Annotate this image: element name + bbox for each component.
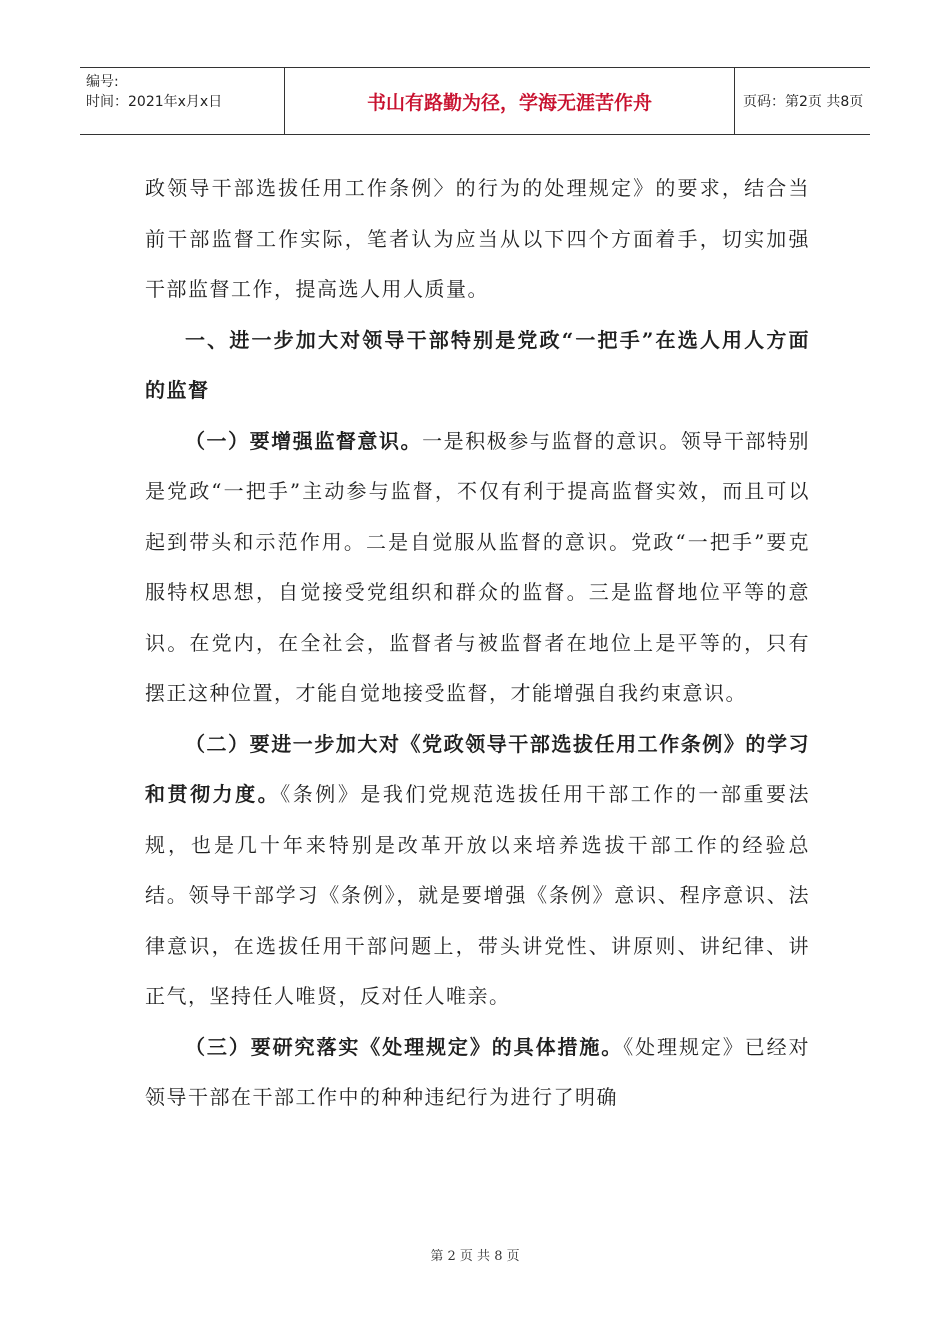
- paragraph-text: 一是积极参与监督的意识。领导干部特别是党政“一把手”主动参与监督，不仅有利于提高监督实效，而且可以起到带头和示范作用。二是自觉服从监督的意识。党政“一把手”要克服特权思想，自觉接受党组织和群众的监督。三是监督地位平等的意识。在党内，在全社会，监督者与被监督者在地位上是平等的，只有摆正这种位置，才能自觉地接受监督，才能增强自我约束意识。: [145, 428, 811, 705]
- header-meta-cell: [80, 68, 285, 134]
- section-heading-1: 一、进一步加大对领导干部特别是党政“一把手”在选人用人方面的监督: [145, 327, 810, 402]
- paragraph-text: 《处理规定》已经对领导干部在干部工作中的种种违纪行为进行了明确: [145, 1034, 811, 1109]
- header-motto: 书山有路勤为径，学海无涯苦作舟: [285, 68, 735, 134]
- page-footer: 第 2 页 共 8 页: [430, 1249, 520, 1264]
- paragraph-lead: （一）要增强监督意识。: [185, 428, 423, 453]
- serial-number-label: 编号:: [86, 74, 119, 90]
- paragraph-supervision-awareness: [145, 416, 810, 719]
- header-page-info: 页码：第2页 共8页: [743, 94, 864, 110]
- document-body: [145, 163, 810, 1123]
- paragraph-handling-rules: [145, 1022, 810, 1123]
- paragraph-continuation: 政领导干部选拔任用工作条例〉的行为的处理规定》的要求，结合当前干部监督工作实际，笔者认为应当从以下四个方面着手，切实加强干部监督工作，提高选人用人质量。: [145, 176, 810, 301]
- document-header: [80, 67, 870, 135]
- paragraph-lead: （三）要研究落实《处理规定》的具体措施。: [185, 1034, 624, 1059]
- paragraph-text: 《条例》是我们党规范选拔任用干部工作的一部重要法规，也是几十年来特别是改革开放以来培养选拔干部工作的经验总结。领导干部学习《条例》，就是要增强《条例》意识、程序意识、法律意识，在选拔任用干部问题上，带头讲党性、讲原则、讲纪律、讲正气，坚持任人唯贤，反对任人唯亲。: [145, 782, 811, 1008]
- date-label: 时间：2021年x月x日: [86, 94, 223, 110]
- paragraph-lead: （二）要进一步加大对《党政领导干部选拔任用工作条例》的学习和贯彻力度。: [145, 731, 810, 806]
- paragraph-regulation-study: [145, 719, 810, 1022]
